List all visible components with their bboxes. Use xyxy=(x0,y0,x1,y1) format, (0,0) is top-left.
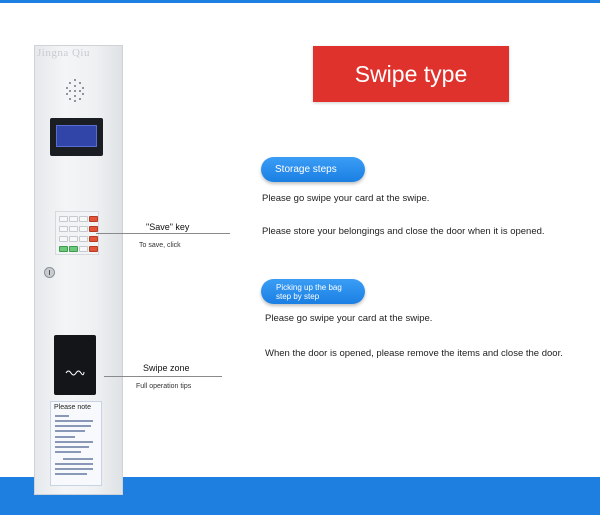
pickup-heading-line1: Picking up the bag xyxy=(276,282,342,292)
note-text-line xyxy=(55,425,91,427)
save-key-label: "Save" key xyxy=(146,222,190,232)
storage-steps-badge: Storage steps xyxy=(261,157,365,182)
card-reader-icon xyxy=(54,335,96,395)
pickup-heading-line2: step by step xyxy=(276,291,320,301)
speaker-hole xyxy=(74,79,76,81)
keypad-key xyxy=(69,216,78,222)
note-text-line xyxy=(55,473,87,475)
speaker-grille-icon xyxy=(62,77,88,103)
keypad-key xyxy=(79,236,88,242)
pickup-step-1: Please go swipe your card at the swipe. xyxy=(265,313,433,324)
top-accent-rule xyxy=(0,0,600,3)
note-text-line xyxy=(55,441,93,443)
keypad-key xyxy=(59,226,68,232)
note-text-line xyxy=(55,420,93,422)
keypad-key xyxy=(89,236,98,242)
key-lock-icon xyxy=(44,267,55,278)
keypad-key xyxy=(59,246,68,252)
page-title: Swipe type xyxy=(313,46,509,102)
keypad-key xyxy=(69,226,78,232)
speaker-hole xyxy=(79,82,81,84)
speaker-hole xyxy=(66,87,68,89)
storage-step-1: Please go swipe your card at the swipe. xyxy=(262,193,430,204)
note-text-line xyxy=(55,415,69,417)
keypad-key xyxy=(89,246,98,252)
note-text-line xyxy=(55,446,89,448)
speaker-hole xyxy=(74,90,76,92)
keypad-icon xyxy=(55,211,99,255)
note-text-line xyxy=(55,468,93,470)
swipe-zone-sublabel: Full operation tips xyxy=(136,383,192,390)
speaker-hole xyxy=(69,90,71,92)
speaker-hole xyxy=(74,95,76,97)
note-text-line xyxy=(63,458,93,460)
keypad-key xyxy=(69,246,78,252)
watermark-text: Jingna Qiu xyxy=(37,47,90,59)
storage-step-2: Please store your belongings and close the door when it is opened. xyxy=(262,226,545,237)
speaker-hole xyxy=(69,82,71,84)
lcd-display-icon xyxy=(50,118,103,156)
speaker-hole xyxy=(79,98,81,100)
speaker-hole xyxy=(74,100,76,102)
speaker-hole xyxy=(79,90,81,92)
swipe-zone-leader-line xyxy=(104,376,222,377)
keypad-key xyxy=(79,216,88,222)
locker-panel xyxy=(34,45,123,495)
keypad-key xyxy=(89,226,98,232)
pickup-steps-badge xyxy=(261,279,365,304)
keypad-key xyxy=(89,216,98,222)
note-text-line xyxy=(55,436,75,438)
speaker-hole xyxy=(82,87,84,89)
speaker-hole xyxy=(66,93,68,95)
keypad-key xyxy=(69,236,78,242)
speaker-hole xyxy=(82,93,84,95)
lcd-screen xyxy=(56,125,97,147)
keypad-key xyxy=(59,216,68,222)
save-key-sublabel: To save, click xyxy=(139,242,181,249)
note-text-line xyxy=(55,451,81,453)
save-key-leader-line xyxy=(96,233,230,234)
note-text-line xyxy=(55,430,85,432)
note-text-line xyxy=(55,463,93,465)
wave-icon xyxy=(65,368,85,376)
note-title: Please note xyxy=(54,404,91,411)
keypad-key xyxy=(59,236,68,242)
instruction-note-card xyxy=(50,401,102,486)
swipe-zone-label: Swipe zone xyxy=(143,363,190,373)
speaker-hole xyxy=(69,98,71,100)
keypad-key xyxy=(79,246,88,252)
keypad-key xyxy=(79,226,88,232)
speaker-hole xyxy=(74,85,76,87)
pickup-step-2: When the door is opened, please remove the items and close the door. xyxy=(265,348,563,359)
